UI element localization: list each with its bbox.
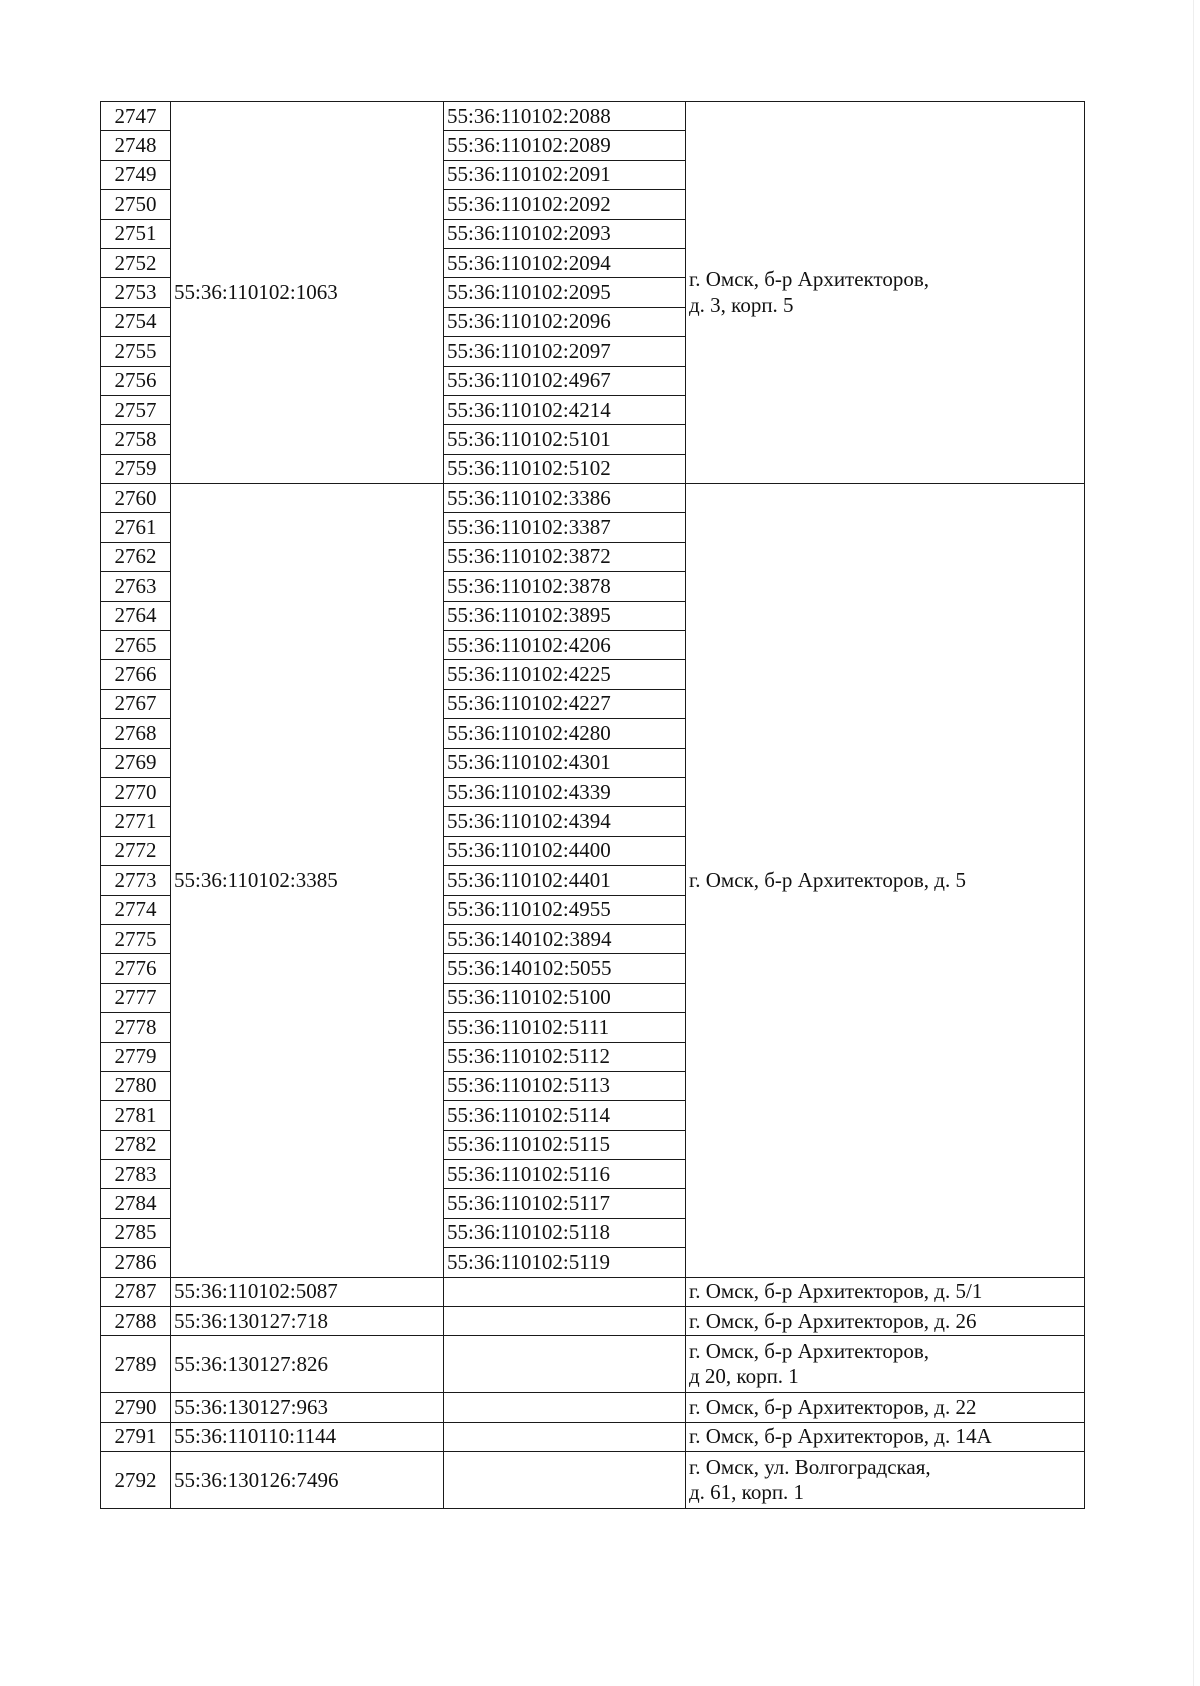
child-cadastral-number-cell: 55:36:110102:4401	[444, 866, 686, 895]
row-number-cell: 2753	[101, 278, 171, 307]
row-number-cell: 2750	[101, 190, 171, 219]
child-cadastral-number-cell: 55:36:110102:3872	[444, 542, 686, 571]
address-line: г. Омск, б-р Архитекторов, д. 22	[689, 1395, 977, 1419]
child-cadastral-number-cell: 55:36:140102:3894	[444, 924, 686, 953]
row-number-cell: 2748	[101, 131, 171, 160]
row-number-cell: 2749	[101, 160, 171, 189]
child-cadastral-number-cell: 55:36:110102:5100	[444, 983, 686, 1012]
scan-edge	[1193, 0, 1194, 1686]
table-row	[101, 484, 1085, 513]
row-number-cell: 2770	[101, 777, 171, 806]
row-number-cell: 2747	[101, 102, 171, 131]
child-cadastral-number-cell: 55:36:110102:4394	[444, 807, 686, 836]
address-cell	[686, 1307, 1085, 1336]
row-number-cell: 2769	[101, 748, 171, 777]
row-number-cell: 2752	[101, 248, 171, 277]
child-cadastral-number-cell: 55:36:110102:4280	[444, 719, 686, 748]
row-number-cell: 2782	[101, 1130, 171, 1159]
row-number-cell: 2775	[101, 924, 171, 953]
child-cadastral-number-cell: 55:36:110102:2094	[444, 248, 686, 277]
child-cadastral-number-cell: 55:36:110102:4206	[444, 631, 686, 660]
child-cadastral-number-cell: 55:36:110102:5111	[444, 1013, 686, 1042]
row-number-cell: 2760	[101, 484, 171, 513]
child-cadastral-number-cell: 55:36:110102:5118	[444, 1218, 686, 1247]
row-number-cell: 2791	[101, 1422, 171, 1451]
row-number-cell: 2762	[101, 542, 171, 571]
parent-cadastral-number-cell: 55:36:110102:3385	[171, 484, 444, 1278]
parent-cadastral-number-cell: 55:36:110102:5087	[171, 1277, 444, 1306]
row-number-cell: 2771	[101, 807, 171, 836]
child-cadastral-number-cell: 55:36:110102:5116	[444, 1160, 686, 1189]
address-line: д 20, корп. 1	[689, 1364, 799, 1389]
child-cadastral-number-cell: 55:36:110102:2093	[444, 219, 686, 248]
child-cadastral-number-cell: 55:36:110102:3386	[444, 484, 686, 513]
parent-cadastral-number-cell: 55:36:130127:826	[171, 1336, 444, 1393]
child-cadastral-number-cell: 55:36:110102:4214	[444, 395, 686, 424]
table-row	[101, 1452, 1085, 1509]
child-cadastral-number-cell: 55:36:110102:4339	[444, 777, 686, 806]
address-line: д. 3, корп. 5	[689, 292, 794, 317]
address-line: г. Омск, б-р Архитекторов,	[689, 267, 930, 292]
address-cell	[686, 1422, 1085, 1451]
address-cell	[686, 102, 1085, 484]
address-line: г. Омск, ул. Волгоградская,	[689, 1455, 931, 1479]
row-number-cell: 2786	[101, 1248, 171, 1277]
address-line: д. 61, корп. 1	[689, 1480, 805, 1505]
child-cadastral-number-cell: 55:36:110102:4301	[444, 748, 686, 777]
child-cadastral-number-cell	[444, 1336, 686, 1393]
address-line: г. Омск, б-р Архитекторов, д. 26	[689, 1308, 977, 1333]
row-number-cell: 2784	[101, 1189, 171, 1218]
address-cell	[686, 1393, 1085, 1422]
table-row	[101, 1307, 1085, 1336]
row-number-cell: 2758	[101, 425, 171, 454]
row-number-cell: 2776	[101, 954, 171, 983]
row-number-cell: 2773	[101, 866, 171, 895]
address-line: г. Омск, б-р Архитекторов, д. 5	[689, 867, 966, 892]
address-line: г. Омск, б-р Архитекторов, д. 5/1	[689, 1279, 983, 1304]
address-line: г. Омск, б-р Архитекторов, д. 14А	[689, 1424, 992, 1449]
child-cadastral-number-cell: 55:36:110102:3878	[444, 572, 686, 601]
child-cadastral-number-cell: 55:36:140102:5055	[444, 954, 686, 983]
parent-cadastral-number-cell: 55:36:110102:1063	[171, 102, 444, 484]
address-cell	[686, 1277, 1085, 1306]
row-number-cell: 2778	[101, 1013, 171, 1042]
row-number-cell: 2759	[101, 454, 171, 483]
child-cadastral-number-cell: 55:36:110102:4227	[444, 689, 686, 718]
row-number-cell: 2777	[101, 983, 171, 1012]
child-cadastral-number-cell: 55:36:110102:5114	[444, 1101, 686, 1130]
row-number-cell: 2781	[101, 1101, 171, 1130]
parent-cadastral-number-cell: 55:36:110110:1144	[171, 1422, 444, 1451]
child-cadastral-number-cell: 55:36:110102:5113	[444, 1071, 686, 1100]
child-cadastral-number-cell: 55:36:110102:2089	[444, 131, 686, 160]
child-cadastral-number-cell: 55:36:110102:4225	[444, 660, 686, 689]
row-number-cell: 2788	[101, 1307, 171, 1336]
row-number-cell: 2755	[101, 337, 171, 366]
child-cadastral-number-cell: 55:36:110102:5117	[444, 1189, 686, 1218]
child-cadastral-number-cell: 55:36:110102:3387	[444, 513, 686, 542]
parent-cadastral-number-cell: 55:36:130126:7496	[171, 1452, 444, 1509]
row-number-cell: 2763	[101, 572, 171, 601]
child-cadastral-number-cell: 55:36:110102:5119	[444, 1248, 686, 1277]
child-cadastral-number-cell: 55:36:110102:5115	[444, 1130, 686, 1159]
child-cadastral-number-cell: 55:36:110102:4400	[444, 836, 686, 865]
row-number-cell: 2751	[101, 219, 171, 248]
child-cadastral-number-cell	[444, 1307, 686, 1336]
address-cell	[686, 484, 1085, 1278]
row-number-cell: 2785	[101, 1218, 171, 1247]
parent-cadastral-number-cell: 55:36:130127:718	[171, 1307, 444, 1336]
child-cadastral-number-cell	[444, 1422, 686, 1451]
child-cadastral-number-cell: 55:36:110102:2088	[444, 102, 686, 131]
table-row	[101, 1393, 1085, 1422]
child-cadastral-number-cell: 55:36:110102:5102	[444, 454, 686, 483]
row-number-cell: 2780	[101, 1071, 171, 1100]
address-cell	[686, 1336, 1085, 1393]
child-cadastral-number-cell: 55:36:110102:4967	[444, 366, 686, 395]
child-cadastral-number-cell	[444, 1452, 686, 1509]
row-number-cell: 2790	[101, 1393, 171, 1422]
registry-table-body	[101, 102, 1085, 1509]
child-cadastral-number-cell: 55:36:110102:2092	[444, 190, 686, 219]
row-number-cell: 2779	[101, 1042, 171, 1071]
row-number-cell: 2789	[101, 1336, 171, 1393]
child-cadastral-number-cell: 55:36:110102:5112	[444, 1042, 686, 1071]
row-number-cell: 2792	[101, 1452, 171, 1509]
row-number-cell: 2756	[101, 366, 171, 395]
child-cadastral-number-cell: 55:36:110102:3895	[444, 601, 686, 630]
table-row	[101, 1336, 1085, 1393]
child-cadastral-number-cell: 55:36:110102:5101	[444, 425, 686, 454]
child-cadastral-number-cell: 55:36:110102:2091	[444, 160, 686, 189]
row-number-cell: 2757	[101, 395, 171, 424]
row-number-cell: 2774	[101, 895, 171, 924]
child-cadastral-number-cell: 55:36:110102:2095	[444, 278, 686, 307]
child-cadastral-number-cell: 55:36:110102:4955	[444, 895, 686, 924]
child-cadastral-number-cell: 55:36:110102:2096	[444, 307, 686, 336]
row-number-cell: 2761	[101, 513, 171, 542]
registry-table	[100, 101, 1085, 1509]
table-row	[101, 1277, 1085, 1306]
address-cell	[686, 1452, 1085, 1509]
row-number-cell: 2765	[101, 631, 171, 660]
row-number-cell: 2764	[101, 601, 171, 630]
row-number-cell: 2754	[101, 307, 171, 336]
row-number-cell: 2768	[101, 719, 171, 748]
child-cadastral-number-cell	[444, 1277, 686, 1306]
table-row	[101, 1422, 1085, 1451]
row-number-cell: 2766	[101, 660, 171, 689]
row-number-cell: 2767	[101, 689, 171, 718]
row-number-cell: 2783	[101, 1160, 171, 1189]
table-row	[101, 102, 1085, 131]
child-cadastral-number-cell: 55:36:110102:2097	[444, 337, 686, 366]
parent-cadastral-number-cell: 55:36:130127:963	[171, 1393, 444, 1422]
row-number-cell: 2787	[101, 1277, 171, 1306]
child-cadastral-number-cell	[444, 1393, 686, 1422]
address-line: г. Омск, б-р Архитекторов,	[689, 1339, 930, 1364]
row-number-cell: 2772	[101, 836, 171, 865]
